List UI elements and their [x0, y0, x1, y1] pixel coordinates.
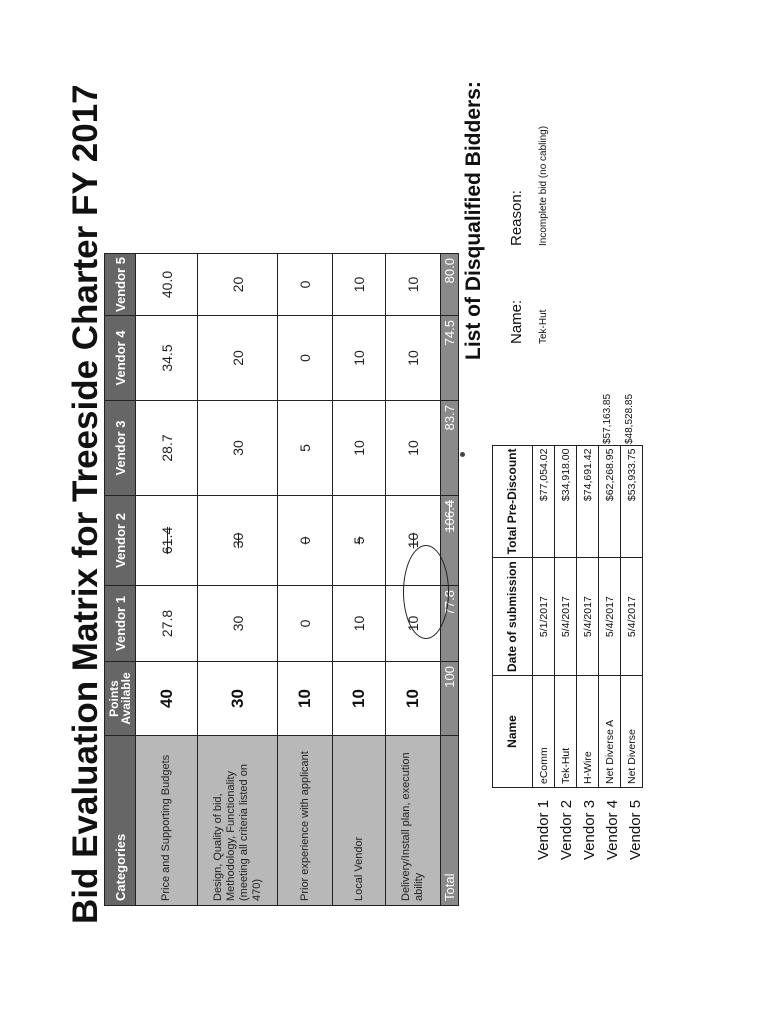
vendor-4-score: 10 — [386, 316, 441, 401]
vendor-label: Vendor 1 — [535, 799, 552, 860]
vendor-5-score: 40.0 — [136, 254, 198, 316]
vendor-3-score: 28.7 — [136, 401, 198, 496]
header-date: Date of submission — [493, 558, 533, 676]
header-vendor-4: Vendor 4 — [105, 316, 136, 401]
matrix-row-experience — [278, 254, 333, 906]
vendor-2-score: 5 — [333, 496, 386, 586]
pre-discount-total: $34,918.00 — [555, 445, 577, 558]
matrix-row-design — [198, 254, 278, 906]
vendor-name: H-Wire — [577, 676, 599, 788]
points-available: 10 — [278, 662, 333, 736]
submission-date: 5/4/2017 — [577, 558, 599, 676]
vendor-5-score: 20 — [198, 254, 278, 316]
pre-discount-total: $53,933.75 — [621, 445, 643, 558]
submission-date: 5/4/2017 — [599, 558, 621, 676]
disqualified-name-label: Name: — [508, 299, 525, 344]
handwritten-circle — [403, 545, 449, 639]
disqualified-reason: Incomplete bid (no cabling) — [538, 125, 549, 246]
points-available: 10 — [333, 662, 386, 736]
category-label: Design, Quality of bid, Methodology, Functionality (meeting all criteria listed on 470) — [198, 736, 278, 906]
matrix-header-row — [105, 254, 136, 906]
submission-date: 5/4/2017 — [621, 558, 643, 676]
pre-discount-total: $62,268.95 — [599, 445, 621, 558]
disqualified-name: Tek-Hut — [538, 309, 549, 344]
handwritten-amount: $57,163.85 — [602, 393, 613, 444]
header-vendor-5: Vendor 5 — [105, 254, 136, 316]
header-vendor-1: Vendor 1 — [105, 586, 136, 662]
category-label: Delivery/Install plan, execution ability — [386, 736, 441, 906]
header-categories: Categories — [105, 736, 136, 906]
matrix-row-local-vendor — [333, 254, 386, 906]
vendor-label: Vendor 4 — [604, 799, 621, 860]
table-row — [621, 445, 643, 787]
vendor-1-score: 10 — [333, 586, 386, 662]
disqualified-reason-label: Reason: — [508, 190, 525, 246]
vendor-4-total: 74.5 — [441, 316, 459, 401]
vendor-labels — [532, 800, 647, 860]
header-vendor-3: Vendor 3 — [105, 401, 136, 496]
vendor-1-score: 0 — [278, 586, 333, 662]
vendor-5-score: 0 — [278, 254, 333, 316]
submission-date: 5/4/2017 — [555, 558, 577, 676]
vendor-4-score: 34.5 — [136, 316, 198, 401]
header-name: Name — [493, 676, 533, 788]
vendor-label: Vendor 2 — [558, 799, 575, 860]
table-row — [577, 445, 599, 787]
vendor-label: Vendor 3 — [581, 799, 598, 860]
vendor-2-score: 61.4 — [136, 496, 198, 586]
header-vendor-2: Vendor 2 — [105, 496, 136, 586]
disqualified-title: List of Disqualified Bidders: — [462, 81, 485, 360]
table-row — [599, 445, 621, 787]
vendor-3-score: 10 — [386, 401, 441, 496]
vendor-3-total: 83.7 — [441, 401, 459, 496]
vendor-3-score: 30 — [198, 401, 278, 496]
pre-discount-total: $77,054.02 — [533, 445, 555, 558]
vendor-3-score: 5 — [278, 401, 333, 496]
vendor-3-score: 10 — [333, 401, 386, 496]
vendor-5-score: 10 — [333, 254, 386, 316]
vendor-1-score: 27.8 — [136, 586, 198, 662]
vendor-submissions-table — [492, 445, 643, 788]
vendor-4-score: 0 — [278, 316, 333, 401]
header-total: Total Pre-Discount — [493, 445, 533, 558]
vendor-2-score: 10 — [386, 496, 441, 586]
vendor-1-score: 30 — [198, 586, 278, 662]
vendor-2-score: 0 — [278, 496, 333, 586]
total-points: 100 — [441, 662, 459, 736]
vendor-name: Net Diverse — [621, 676, 643, 788]
vendor-1-score: 10 — [386, 586, 441, 662]
vendor-name: Tek-Hut — [555, 676, 577, 788]
vendor-5-score: 10 — [386, 254, 441, 316]
table-row — [555, 445, 577, 787]
header-points-available: Points Available — [105, 662, 136, 736]
vendor-label: Vendor 5 — [627, 799, 644, 860]
points-available: 10 — [386, 662, 441, 736]
handwritten-amount: $48,528.85 — [624, 393, 635, 444]
vendor-name: eComm — [533, 676, 555, 788]
table-row — [533, 445, 555, 787]
category-label: Price and Supporting Budgets — [136, 736, 198, 906]
category-label: Prior experience with applicant — [278, 736, 333, 906]
vendor-4-score: 10 — [333, 316, 386, 401]
page-title: Bid Evaluation Matrix for Treeside Charter FY 2017 — [66, 84, 105, 924]
vendor-2-score: 30 — [198, 496, 278, 586]
vendor-name: Net Diverse A — [599, 676, 621, 788]
scan-mark — [460, 452, 465, 457]
category-label: Local Vendor — [333, 736, 386, 906]
submission-date: 5/1/2017 — [533, 558, 555, 676]
matrix-row-price — [136, 254, 198, 906]
vendor-4-score: 20 — [198, 316, 278, 401]
vendor-2-total: 106.4 — [441, 496, 459, 586]
vendor-table-header — [493, 445, 533, 787]
vendor-5-total: 80.0 — [441, 254, 459, 316]
points-available: 40 — [136, 662, 198, 736]
total-label: Total — [441, 736, 459, 906]
pre-discount-total: $74,691.42 — [577, 445, 599, 558]
vendor-1-total: 77.8 — [441, 586, 459, 662]
points-available: 30 — [198, 662, 278, 736]
